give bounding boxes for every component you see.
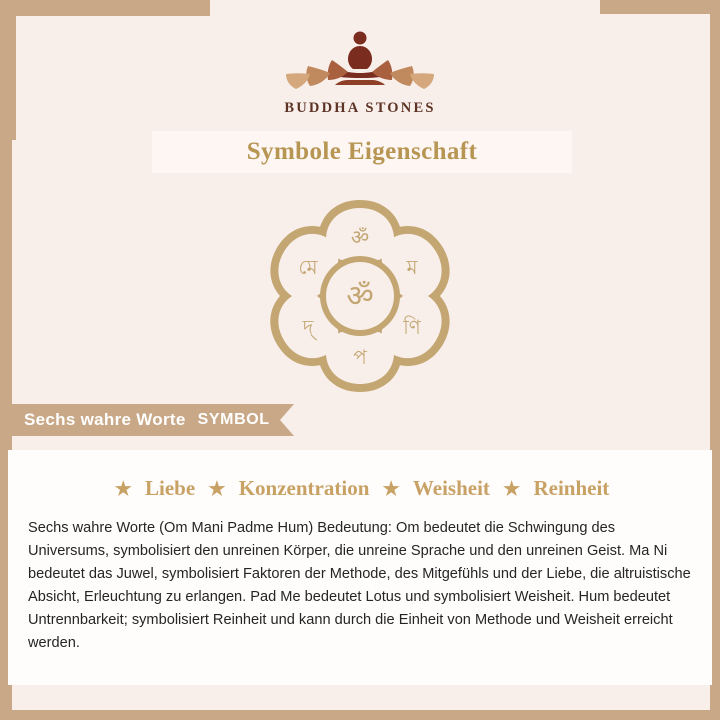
- svg-text:ম: ম: [406, 255, 418, 279]
- page-title-bar: [152, 131, 572, 173]
- page-title: Symbole Eigenschaft: [246, 138, 478, 165]
- keyword-item-3: Reinheit: [533, 476, 610, 500]
- brand-header: [0, 22, 720, 117]
- keyword-list: [8, 476, 712, 501]
- six-true-words-mandala-icon: [230, 186, 490, 406]
- description-paragraph: Sechs wahre Worte (Om Mani Padme Hum) Bedeutung: Om bedeutet die Schwingung des Universums, symbolisiert den unreinen Körper, die unreine Sprache und den unreinen Geist. Ma Ni bedeutet das Juwel, symbolisiert Faktoren der Methode, des Mitgefühls und der Liebe, die altruistische Absicht, Erleuchtung zu erlangen. Pad Me bedeutet Lotus und symbolisiert Weisheit. Hum bedeutet Untrennbarkeit; symbolisiert Reinheit und kann durch die Einheit von Methode und Weisheit erreicht werden.: [28, 520, 691, 651]
- lotus-meditation-icon: [270, 22, 450, 94]
- keyword-item-0: Liebe: [145, 476, 196, 500]
- keyword-item-2: Weisheit: [412, 476, 490, 500]
- svg-text:দ্: দ্: [302, 315, 314, 339]
- brand-name: BUDDHA STONES: [284, 100, 436, 116]
- banner-sub-label: SYMBOL: [197, 411, 270, 428]
- keyword-item-1: Konzentration: [238, 476, 370, 500]
- mandala-illustration: [0, 186, 720, 406]
- banner-tail: [280, 404, 294, 436]
- star-icon: ★: [503, 479, 521, 500]
- corner-decoration-top-right: [600, 0, 720, 14]
- svg-text:ॐ: ॐ: [350, 225, 370, 249]
- svg-text:মে: মে: [298, 255, 318, 279]
- svg-text:ণি: ণি: [403, 315, 421, 339]
- star-icon: ★: [208, 479, 226, 500]
- svg-text:প: প: [353, 345, 367, 369]
- section-banner-body: [8, 404, 280, 436]
- banner-label: Sechs wahre Worte: [24, 410, 186, 429]
- svg-text:ॐ: ॐ: [346, 279, 374, 314]
- edge-decoration-bottom: [0, 710, 720, 720]
- content-card: [8, 450, 712, 685]
- star-icon: ★: [114, 479, 132, 500]
- corner-decoration-top-left: [0, 0, 210, 16]
- section-banner: [8, 404, 294, 436]
- star-icon: ★: [382, 479, 400, 500]
